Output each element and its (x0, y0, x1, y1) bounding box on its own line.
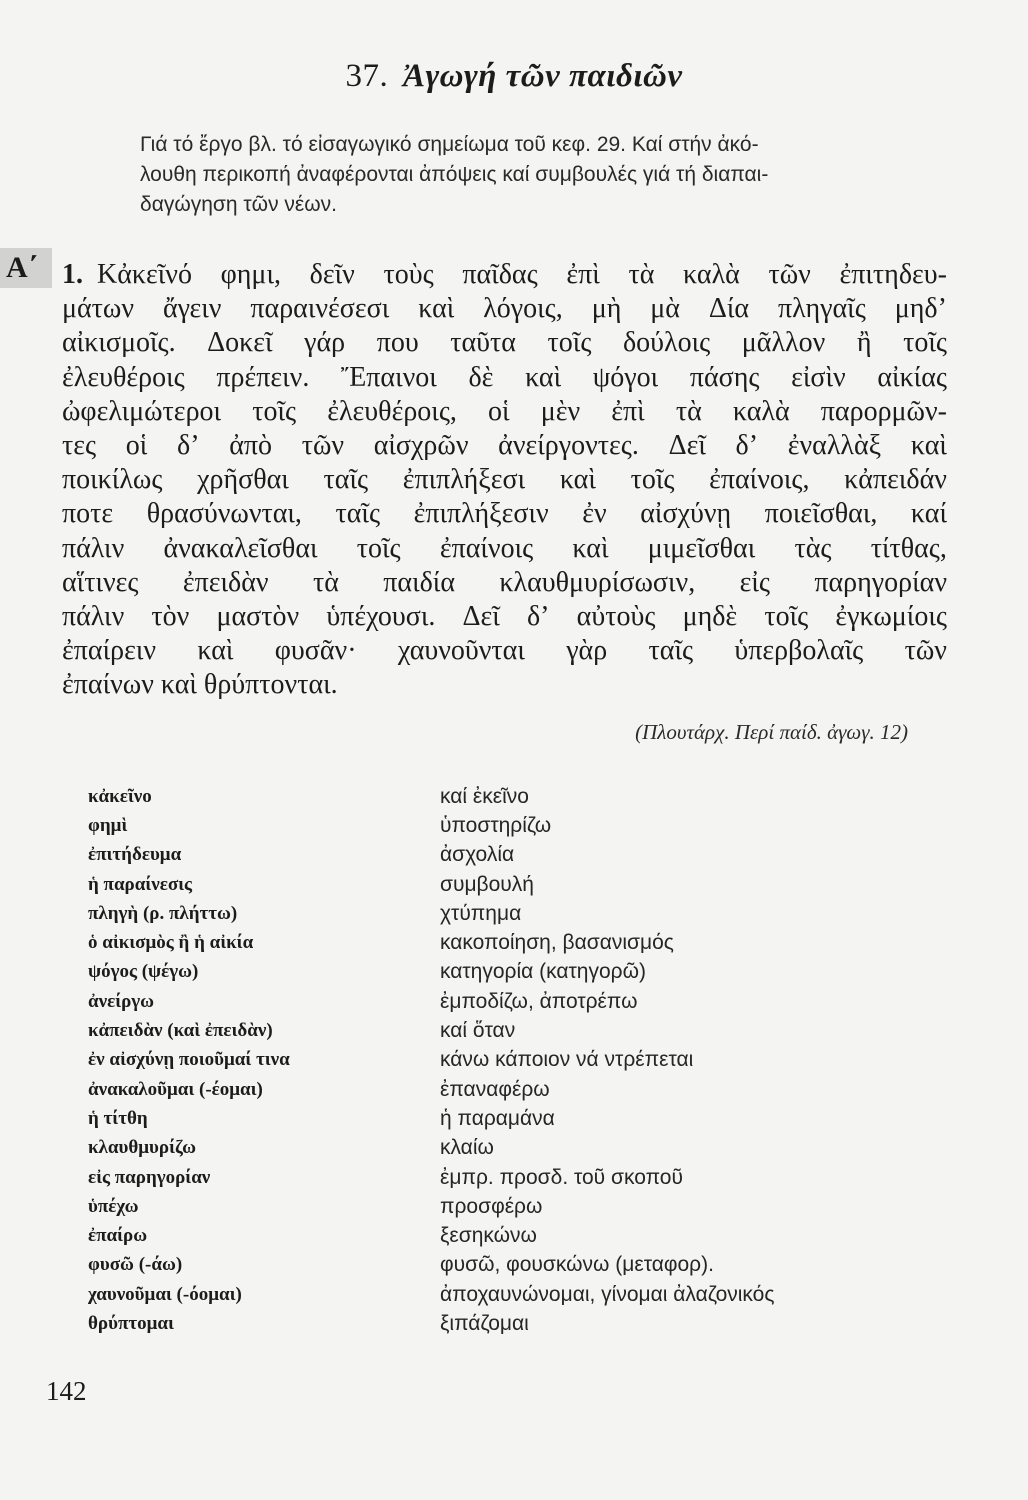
passage-line (62, 326, 947, 360)
passage-word: δὲ (468, 361, 494, 393)
passage-word: καλὰ (732, 395, 790, 427)
passage-word: τὰς (794, 532, 832, 564)
vocabulary-term: φυσῶ (-άω) (88, 1254, 183, 1276)
passage-word: καί (910, 498, 947, 530)
vocabulary-definition: ξεσηκώνω (440, 1224, 537, 1248)
passage-word: τοῖς (252, 395, 297, 427)
passage-word: ὠφελιμώτεροι (62, 395, 222, 427)
passage-word: ἐπαίνοις, (709, 464, 810, 496)
vocabulary-row (88, 1134, 928, 1163)
vocabulary-row (88, 782, 928, 811)
passage-word: τίτθας, (870, 532, 947, 564)
passage-word: ἐναλλὰξ (787, 430, 882, 462)
intro-note (140, 130, 945, 220)
vocabulary-term: ἐν αἰσχύνῃ ποιοῦμαί τινα (88, 1049, 290, 1071)
passage-word: ἐλευθέροις, (327, 395, 457, 427)
section-marker: Α΄ (0, 248, 52, 288)
vocabulary-definition: ἀποχαυνώνομαι, γίνομαι ἀλαζονικός (440, 1282, 775, 1306)
passage-word: μιμεῖσθαι (647, 532, 756, 564)
passage-word: τῶν (904, 635, 947, 667)
passage-word: μὰ (650, 293, 680, 325)
vocabulary-definition: κλαίω (440, 1136, 494, 1160)
passage-word: καὶ (418, 293, 455, 325)
vocabulary-row (88, 1251, 928, 1280)
vocabulary-row (88, 1192, 928, 1221)
passage-line (62, 566, 947, 600)
passage-word: παραινέσεσι (250, 293, 390, 325)
passage-word: παιδία (383, 566, 456, 598)
vocabulary-row (88, 1016, 928, 1045)
passage-word: ποικίλως (62, 464, 163, 496)
passage-word: ταῖς (323, 464, 369, 496)
vocabulary-term: ἡ παραίνεσις (88, 873, 193, 895)
vocabulary-definition: κάνω κάποιον νά ντρέπεται (440, 1048, 694, 1072)
vocabulary-row (88, 870, 928, 899)
passage-line (62, 292, 947, 326)
vocabulary-definition: προσφέρω (440, 1194, 543, 1218)
passage-word: μάτων (62, 293, 135, 325)
passage-word: τοῖς (903, 327, 947, 359)
passage-word: ταῦτα (450, 327, 516, 359)
passage-line (62, 395, 947, 429)
passage-word: αὐτοὺς (576, 601, 656, 633)
passage-word: μᾶλλον (741, 327, 826, 359)
passage-word: Δεῖ (462, 601, 500, 633)
passage-word: ἐγκωμίοις (835, 601, 947, 633)
passage-word: ἐπιπλήξεσι (402, 464, 526, 496)
vocabulary-term: ψόγος (ψέγω) (88, 961, 199, 983)
vocabulary-row (88, 928, 928, 957)
vocabulary-definition: ἐπαναφέρω (440, 1077, 550, 1101)
vocabulary-definition: ἡ παραμάνα (440, 1106, 555, 1130)
passage-word: ταῖς (648, 635, 694, 667)
passage-word: γάρ (304, 327, 346, 359)
passage-word: πρέπειν. (216, 361, 310, 393)
passage-word: ἀπὸ (229, 430, 273, 462)
passage-word: αἰσχρῶν (373, 430, 469, 462)
vocabulary-definition: κακοποίηση, βασανισμός (440, 931, 674, 955)
vocabulary-definition: συμβουλή (440, 872, 534, 896)
vocabulary-definition: καί ὅταν (440, 1019, 516, 1043)
passage-word: που (376, 327, 419, 359)
passage-word: εἰς (739, 566, 770, 598)
vocabulary-term: εἰς παρηγορίαν (88, 1166, 211, 1188)
vocabulary-row (88, 841, 928, 870)
vocabulary-definition: ξιπάζομαι (440, 1311, 529, 1335)
passage-word: πληγαῖς (778, 293, 866, 325)
passage-word: μαστὸν (216, 601, 300, 633)
passage-word: δούλοις (622, 327, 711, 359)
vocabulary-row (88, 987, 928, 1016)
passage-word: κἀπειδάν (844, 464, 947, 496)
passage-line (62, 600, 947, 634)
vocabulary-term: ἐπιτήδευμα (88, 844, 182, 866)
passage-word: αἰσχύνῃ (640, 498, 732, 530)
passage-word: πάσης (689, 361, 760, 393)
passage-word: ποτε (62, 498, 114, 530)
passage-word: μὴ (591, 293, 622, 325)
vocabulary-term: πληγὴ (ρ. πλήττω) (88, 902, 238, 924)
passage-word: ἐπαίρειν (62, 635, 157, 667)
vocabulary-term: κἀκεῖνο (88, 785, 152, 807)
passage-word: οἱ (125, 430, 148, 462)
passage-word: Δοκεῖ (207, 327, 273, 359)
passage-word: τοὺς (383, 259, 434, 290)
vocabulary-row (88, 1309, 928, 1338)
passage-word: ἐπὶ (566, 259, 600, 290)
passage-line (62, 258, 947, 292)
vocabulary-definition: κατηγορία (κατηγορῶ) (440, 960, 646, 984)
intro-line: δαγώγηση τῶν νέων. (140, 193, 337, 216)
passage-word: εἰσὶν (791, 361, 846, 393)
vocabulary-row (88, 1046, 928, 1075)
passage-line (62, 497, 947, 531)
passage-word: καὶ (559, 464, 596, 496)
greek-passage (62, 258, 947, 703)
passage-word: Ἔπαινοι (340, 361, 437, 393)
passage-word: δεῖν (309, 259, 355, 290)
passage-word: πάλιν (62, 532, 125, 564)
passage-word: ἐν (582, 498, 607, 530)
passage-word: πάλιν (62, 601, 125, 633)
vocabulary-row (88, 1221, 928, 1250)
vocabulary-definition: ἐμπρ. προσδ. τοῦ σκοποῦ (440, 1165, 683, 1189)
passage-word: χαυνοῦνται (397, 635, 525, 667)
passage-word: ἄγειν (162, 293, 222, 325)
passage-word: ταῖς (335, 498, 381, 530)
passage-word: Δία (708, 293, 750, 325)
vocabulary-definition: ἐμποδίζω, ἀποτρέπω (440, 989, 638, 1013)
paragraph-number (62, 258, 83, 292)
passage-word: ἀνείργοντες. (498, 430, 639, 462)
vocabulary-definition: ἀσχολία (440, 843, 515, 867)
passage-word: Δεῖ (668, 430, 706, 462)
vocabulary-term: ἀνακαλοῦμαι (-έομαι) (88, 1078, 263, 1100)
passage-line (62, 429, 947, 463)
passage-word: ὑπερβολαῖς (734, 635, 864, 667)
passage-line: ἐπαίνων καὶ θρύπτονται. (62, 669, 338, 701)
passage-word: θρασύνωνται, (146, 498, 302, 530)
passage-word: 1. (62, 259, 83, 290)
passage-word: ἐπιπλήξεσιν (413, 498, 549, 530)
vocabulary-row (88, 811, 928, 840)
vocabulary-term: ἀνείργω (88, 990, 155, 1012)
passage-word: ἐπαίνοις (439, 532, 534, 564)
passage-word: καὶ (910, 430, 947, 462)
passage-word: παρηγορίαν (814, 566, 947, 598)
chapter-title (0, 58, 1028, 95)
passage-word: τὰ (628, 259, 655, 290)
source-citation: (Πλουτάρχ. Περί παίδ. ἀγωγ. 12) (635, 720, 908, 744)
vocabulary-term: ἡ τίτθη (88, 1107, 148, 1129)
passage-word: τοῖς (630, 464, 675, 496)
vocabulary-list (88, 782, 928, 1339)
passage-word: μηδ’ (894, 293, 947, 325)
passage-word: οἱ (488, 395, 510, 427)
passage-word: τες (62, 430, 97, 462)
passage-word: μὲν (540, 395, 581, 427)
passage-word: παῖδας (462, 259, 538, 290)
passage-word: Κἀκεῖνό (97, 259, 192, 290)
passage-line (62, 361, 947, 395)
passage-word: καὶ (197, 635, 234, 667)
passage-word: τὸν (151, 601, 190, 633)
vocabulary-term: θρύπτομαι (88, 1312, 174, 1334)
page-number: 142 (46, 1376, 87, 1406)
passage-word: καὶ (525, 361, 562, 393)
vocabulary-term: ὑπέχω (88, 1195, 139, 1217)
passage-word: ὑπέχουσι. (326, 601, 436, 633)
vocabulary-term: κἀπειδὰν (καὶ ἐπειδὰν) (88, 1020, 273, 1042)
vocabulary-definition: χτύπημα (440, 901, 522, 925)
passage-word: ποιεῖσθαι, (764, 498, 878, 530)
passage-word: ψόγοι (592, 361, 659, 393)
vocabulary-row (88, 1104, 928, 1133)
passage-word: τὰ (312, 566, 339, 598)
passage-word: ἐλευθέροις (62, 361, 185, 393)
vocabulary-term: χαυνοῦμαι (-όομαι) (88, 1283, 242, 1305)
passage-word: τὰ (675, 395, 702, 427)
passage-word: γὰρ (566, 635, 608, 667)
passage-word: φημι, (220, 259, 281, 290)
passage-word: καὶ (572, 532, 609, 564)
passage-line (62, 463, 947, 497)
passage-word: αἵτινες (62, 566, 139, 598)
intro-line: Γιά τό ἔργο βλ. τό εἰσαγωγικό σημείωμα τοῦ κεφ. 29. Καί στήν ἀκό- (140, 133, 759, 156)
passage-word: δ’ (526, 601, 550, 633)
passage-word: ἢ (856, 327, 872, 359)
vocabulary-row (88, 1075, 928, 1104)
passage-word: τῶν (301, 430, 345, 462)
passage-word: χρῆσθαι (197, 464, 289, 496)
passage-word: καλὰ (683, 259, 740, 290)
passage-word: αἰκίας (877, 361, 947, 393)
passage-word: δ’ (177, 430, 200, 462)
vocabulary-term: ὁ αἰκισμὸς ἢ ἡ αἰκία (88, 932, 254, 954)
passage-word: κλαυθμυρίσωσιν, (499, 566, 696, 598)
vocabulary-row (88, 1280, 928, 1309)
passage-word: αἰκισμοῖς. (62, 327, 176, 359)
vocabulary-definition: ὑποστηρίζω (440, 813, 552, 837)
passage-word: μηδὲ (682, 601, 738, 633)
vocabulary-row (88, 1163, 928, 1192)
passage-word: ἐπὶ (611, 395, 645, 427)
passage-word: ἀνακαλεῖσθαι (163, 532, 318, 564)
passage-line (62, 532, 947, 566)
passage-word: τοῖς (764, 601, 809, 633)
passage-word: τοῖς (547, 327, 592, 359)
passage-word: παρορμῶν- (820, 395, 947, 427)
intro-line: λουθη περικοπή ἀναφέρονται ἀπόψεις καί συμβουλές γιά τή διαπαι- (140, 163, 769, 186)
vocabulary-definition: καί ἐκεῖνο (440, 784, 529, 808)
vocabulary-term: φημὶ (88, 814, 128, 836)
passage-word: ἐπειδὰν (182, 566, 269, 598)
vocabulary-term: ἐπαίρω (88, 1225, 148, 1247)
vocabulary-row (88, 899, 928, 928)
passage-word: τῶν (768, 259, 811, 290)
passage-word: δ’ (735, 430, 759, 462)
vocabulary-term: κλαυθμυρίζω (88, 1137, 197, 1159)
passage-word: ἐπιτηδευ- (839, 259, 947, 290)
vocabulary-definition: φυσῶ, φουσκώνω (μεταφορ). (440, 1253, 714, 1277)
vocabulary-row (88, 958, 928, 987)
passage-word: λόγοις, (483, 293, 563, 325)
chapter-title-text: Ἀγωγή τῶν παιδιῶν (402, 58, 683, 94)
passage-line-text (97, 258, 947, 292)
passage-line (62, 634, 947, 668)
passage-word: φυσᾶν· (274, 635, 357, 667)
passage-word: τοῖς (356, 532, 401, 564)
chapter-number: 37. (345, 58, 389, 94)
